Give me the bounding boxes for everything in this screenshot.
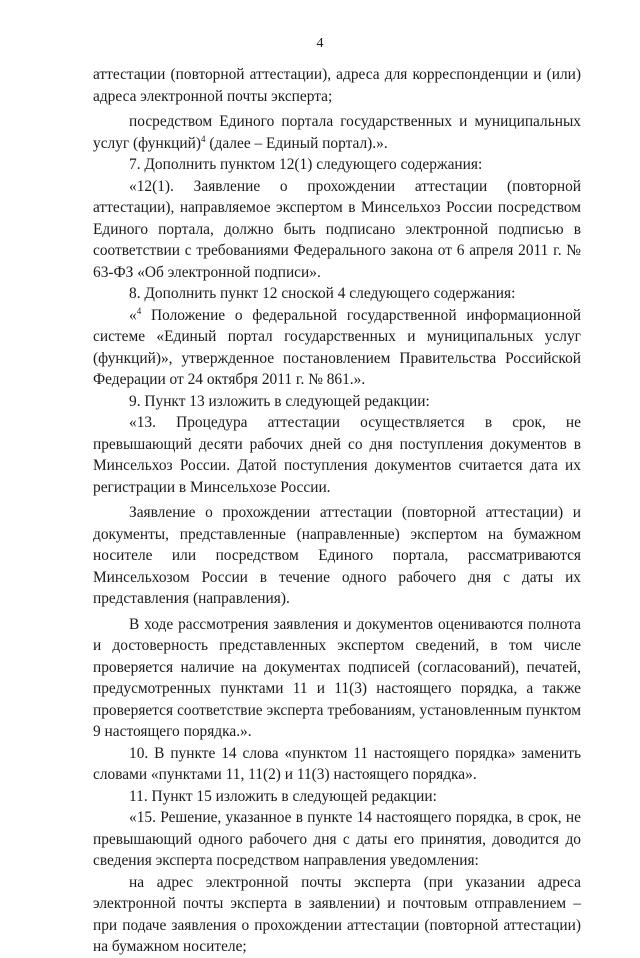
footnote-ref: 4 — [201, 133, 206, 144]
paragraph-3: 7. Дополнить пунктом 12(1) следующего содержания: — [129, 156, 483, 173]
paragraph-10: В ходе рассмотрения заявления и документов оцениваются полнота и достоверность представленных экспертом сведений, в том числе проверяется наличие на документах подписей (согласований), печатей, предусмотренных пунктами 11 и 11(3) настоящего порядка, а также проверяется соответствие эксперта требованиям, установленным пунктом 9 настоящего порядка.». — [93, 615, 581, 740]
paragraph-9: Заявление о прохождении аттестации (повторной аттестации) и документы, представленные (направленные) экспертом на бумажном носителе или посредством Единого портала, рассматриваются Минсельхозом России в течение одного рабочего дня с даты их представления (направления). — [93, 504, 581, 607]
footnote-ref: 4 — [136, 305, 142, 316]
page-number: 4 — [316, 36, 324, 51]
paragraph-7: 9. Пункт 13 изложить в следующей редакции: — [129, 392, 430, 410]
paragraph-12: 11. Пункт 15 изложить в следующей редакции: — [129, 787, 437, 805]
paragraph-4: «12(1). Заявление о прохождении аттестации (повторной аттестации), направляемое экспертом в Минсельхоз России посредством Единого портала, должно быть подписано электронной подписью в соответствии с требованиями Федерального закона от 6 апреля 2011 г. № 63-ФЗ «Об электронной подписи». — [93, 177, 581, 281]
paragraph-6: «$^4$ Положение о федеральной государственной информационной системе «Единый портал государственных и муниципальных услуг (функций)», утвержденное постановлением Правительства Российской Федерации от 24 октября 2011 г. № 861.». — [93, 305, 581, 388]
paragraph-5: 8. Дополнить пункт 12 сноской 4 следующего содержания: — [129, 285, 516, 302]
paragraph-14: на адрес электронной почты эксперта (при указании адреса электронной почты эксперта в заявлении) и почтовым отправлением – при подаче заявления о прохождении аттестации (повторной аттестации) на бумажном носителе; — [93, 873, 581, 955]
paragraph-1: аттестации (повторной аттестации), адреса для корреспонденции и (или) адреса электронной почты эксперта; — [93, 66, 581, 105]
paragraph-2: посредством Единого портала государственных и муниципальных услуг (функций)$^4$ (далее – Единый портал).». — [93, 113, 581, 152]
document-body — [93, 64, 581, 958]
paragraph-11: 10. В пункте 14 слова «пунктом 11 настоящего порядка» заменить словами «пунктами 11, 11(2) и 11(3) настоящего порядка». — [93, 744, 581, 783]
paragraph-13: «15. Решение, указанное в пункте 14 настоящего порядка, в срок, не превышающий одного рабочего дня с даты его принятия, доводится до сведения эксперта посредством направления уведомления: — [93, 809, 581, 869]
paragraph-8: «13. Процедура аттестации осуществляется в срок, не превышающий десяти рабочих дней со дня поступления документов в Минсельхоз России. Датой поступления документов считается дата их регистрации в Минсельхозе России. — [93, 414, 581, 496]
